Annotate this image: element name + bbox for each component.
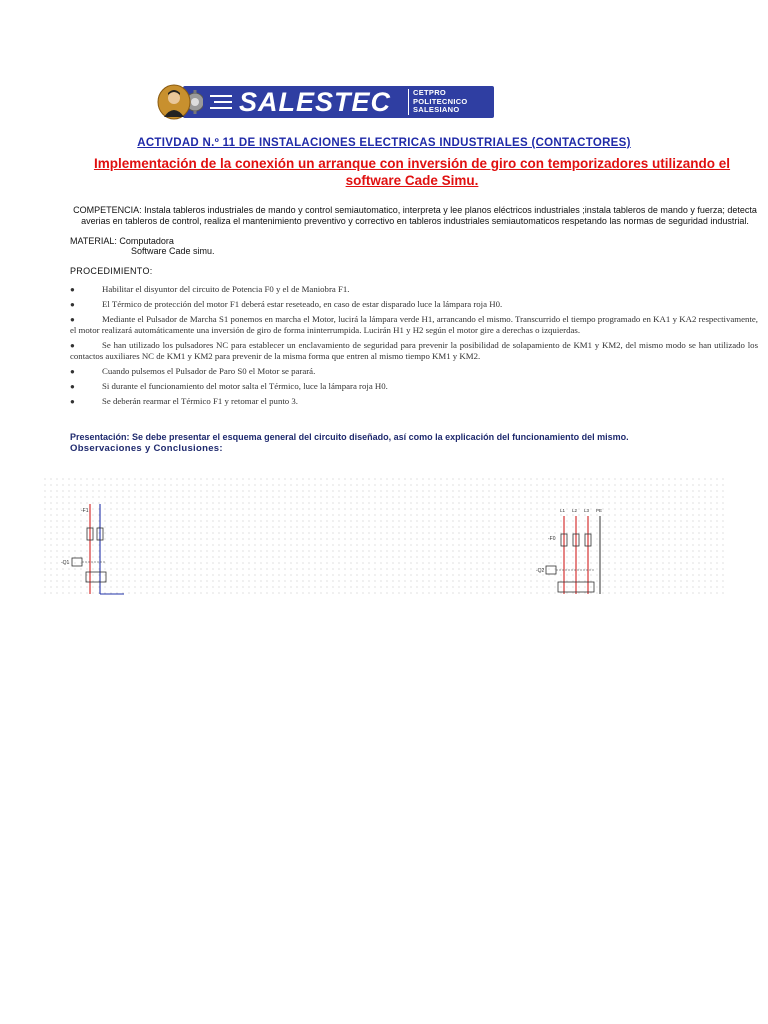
logo-subtitle-line: POLITECNICO — [413, 96, 468, 106]
step-text: Habilitar el disyuntor del circuito de Potencia F0 y el de Maniobra F1. — [102, 284, 350, 294]
material-label: MATERIAL: Computadora — [70, 236, 174, 246]
phase-label: L2 — [572, 508, 578, 513]
phase-label: L1 — [560, 508, 566, 513]
step-text: El Térmico de protección del motor F1 deberá estar reseteado, en caso de estar disparado luce la lámpara roja H0. — [102, 299, 503, 309]
list-item — [70, 340, 758, 362]
logo-speed-lines — [208, 93, 234, 111]
bullet-icon: ● — [70, 382, 75, 391]
list-item — [70, 284, 758, 295]
bullet-icon: ● — [70, 397, 75, 406]
schematic-dot-grid — [44, 478, 724, 596]
step-text: Se deberán rearmar el Térmico F1 y retomar el punto 3. — [102, 396, 298, 406]
bullet-icon: ● — [70, 341, 75, 350]
right-tag-top: -F0 — [548, 536, 556, 542]
main-title: Implementación de la conexión un arranque con inversión de giro con temporizadores utilizando el software Cade Simu. — [93, 156, 731, 188]
phase-label: PE — [596, 508, 603, 513]
left-tag-top: -F1 — [81, 508, 89, 514]
bullet-icon: ● — [70, 285, 75, 294]
salestec-logo — [155, 84, 494, 120]
bullet-icon: ● — [70, 300, 75, 309]
list-item — [70, 299, 758, 310]
procedure-list — [70, 284, 758, 411]
left-tag-mid: -Q1 — [61, 560, 70, 566]
material-section — [70, 236, 215, 256]
step-text: Mediante el Pulsador de Marcha S1 ponemos en marcha el Motor, lucirá la lámpara verde H1, arrancando el mismo. Transcurrido el tiempo programado en KA1 y KA2 respectivamente, el motor realizará automáticamente una inversión de giro de forma ininterrumpida. Lucirán H1 y H2 según el motor gire a derechas o izquierdas. — [70, 314, 758, 335]
gear-portrait-icon — [155, 84, 203, 120]
list-item — [70, 396, 758, 407]
step-text: Se han utilizado los pulsadores NC para establecer un enclavamiento de seguridad para prevenir la posibilidad de solapamiento de KM1 y KM2, del mismo modo se han utilizado los contactos auxiliares NC de KM1 y KM2 para prevenir de la misma forma que entren al mismo tiempo KM1 y KM2. — [70, 340, 758, 361]
list-item — [70, 314, 758, 336]
logo-subtitle-line: SALESIANO — [413, 105, 460, 114]
activity-title: ACTIVDAD N.º 11 DE INSTALACIONES ELECTRICAS INDUSTRIALES (CONTACTORES) — [137, 137, 631, 149]
observaciones-heading: Observaciones y Conclusiones: — [70, 443, 223, 454]
list-item — [70, 366, 758, 377]
competencia-paragraph: COMPETENCIA: Instala tableros industriales de mando y control semiautomatico, interpreta y lee planos eléctricos industriales ;instala tableros de mando y fuerza; detecta averias en tableros de control, realiza el mantenimiento preventivo y correctivo en tableros industriales semiautomaticos respetando las normas de seguridad industrial. — [73, 205, 757, 226]
procedimiento-title: PROCEDIMIENTO: — [70, 266, 153, 276]
right-tag-mid: -Q2 — [536, 568, 545, 574]
logo-brand-text: SALESTEC — [239, 87, 392, 117]
step-text: Cuando pulsemos el Pulsador de Paro S0 el Motor se parará. — [102, 366, 316, 376]
step-text: Si durante el funcionamiento del motor salta el Térmico, luce la lámpara roja H0. — [102, 381, 388, 391]
logo-subtitle — [408, 89, 468, 115]
phase-label: L3 — [584, 508, 590, 513]
bullet-icon: ● — [70, 367, 75, 376]
list-item — [70, 381, 758, 392]
logo-subtitle-line: CETPRO — [413, 88, 447, 97]
presentacion-text: Presentación: Se debe presentar el esquema general del circuito diseñado, así como la explicación del funcionamiento del mismo. — [70, 432, 629, 442]
bullet-icon: ● — [70, 315, 75, 324]
circuit-schematic — [44, 478, 724, 596]
material-item: Software Cade simu. — [131, 246, 215, 256]
